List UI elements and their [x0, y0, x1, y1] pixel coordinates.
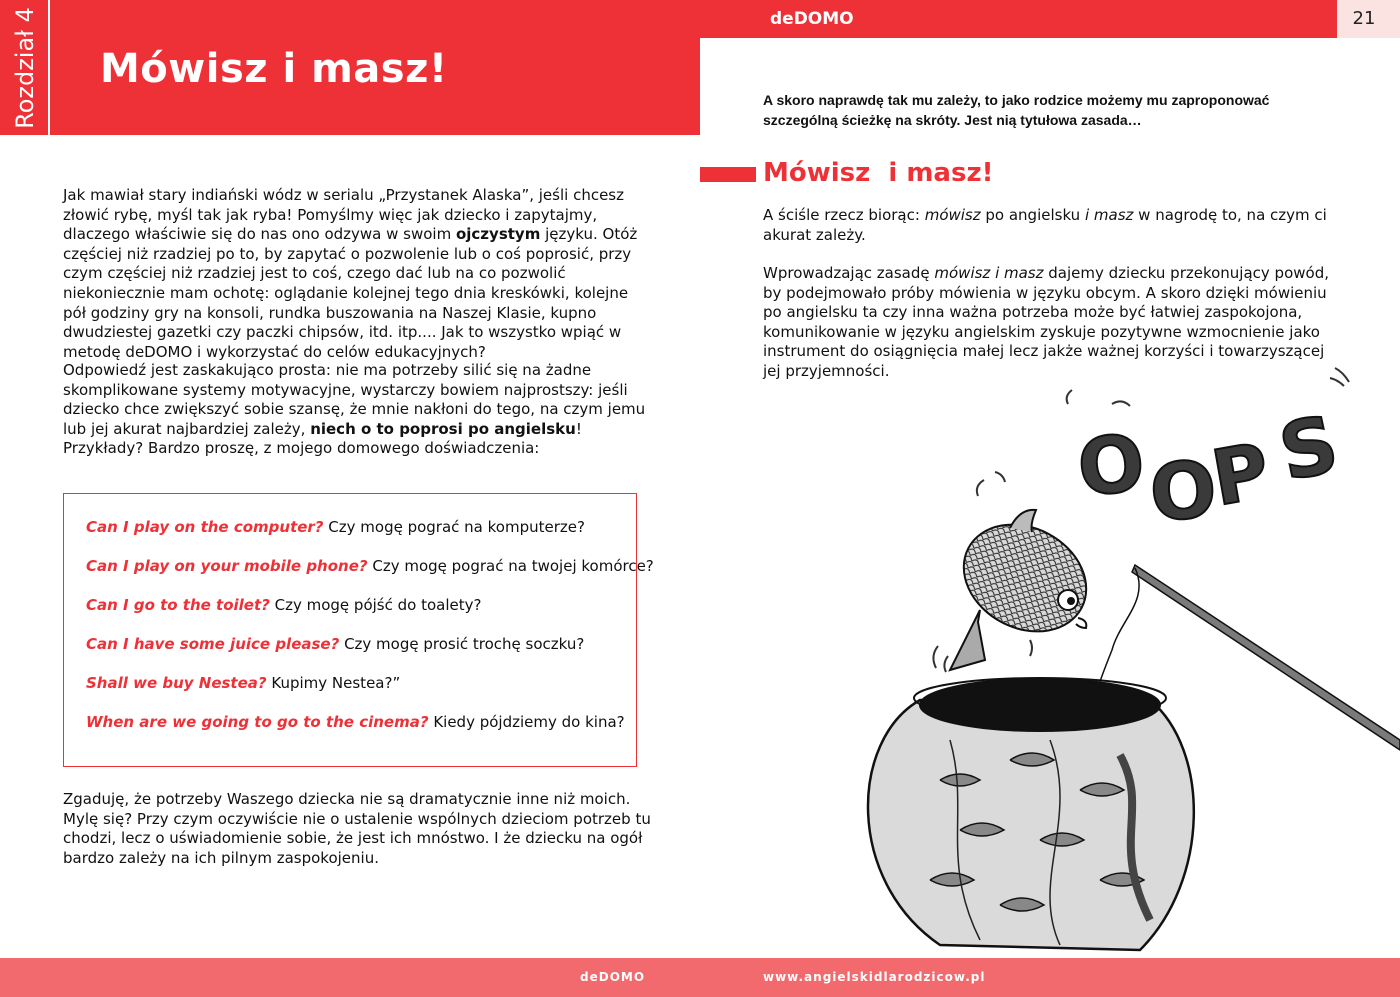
oops-lettering: [1074, 399, 1346, 539]
intro-line: A skoro naprawdę tak mu zależy, to jako rodzice możemy mu zaproponować: [763, 92, 1270, 108]
paragraph-text: Wprowadzając zasadę: [763, 264, 935, 282]
example-phrase: [86, 596, 481, 614]
paragraph: [63, 361, 653, 459]
page-title: Mówisz i masz!: [100, 46, 448, 92]
chapter-tab: [0, 0, 50, 135]
paragraph-text: po angielsku: [980, 206, 1085, 224]
page-number: 21: [1352, 8, 1376, 29]
phrase-polish: Czy mogę prosić trochę soczku?: [339, 635, 585, 653]
chapter-label: Rozdział 4: [11, 7, 39, 129]
phrase-english: Shall we buy Nestea?: [86, 674, 267, 692]
paragraph-text: Zgaduję, że potrzeby Waszego dziecka nie są dramatycznie inne niż moich.: [63, 790, 631, 808]
emphasis-text: ojczystym: [455, 225, 541, 244]
oops-letter: S: [1272, 399, 1346, 500]
section-title: Mówisz i masz!: [763, 158, 994, 188]
italic-text: mówisz i masz: [934, 264, 1044, 282]
phrase-english: Can I have some juice please?: [86, 635, 340, 653]
paragraph: [63, 790, 653, 868]
phrase-polish: Kupimy Nestea?”: [266, 674, 401, 692]
italic-text: i masz: [1084, 206, 1134, 224]
oops-letter: P: [1205, 425, 1276, 524]
oops-letter: O: [1073, 418, 1149, 515]
example-phrase: [86, 713, 625, 731]
paragraph-text: Odpowiedź jest zaskakująco prosta: nie ma potrzeby silić się na żadne skomplikowane systemy motywacyjne, wystarczy bowiem najprostszy: jeśli dziecko chce zwiększyć sobie szansę, że mnie nakłoni do tego, na czym jemu lub jej akurat najbardziej zależy,: [63, 361, 646, 438]
example-phrases-box: [63, 493, 654, 767]
phrase-polish: Czy mogę pójść do toalety?: [269, 596, 482, 614]
paragraph-text: ! Przykłady? Bardzo proszę, z mojego domowego doświadczenia:: [63, 419, 582, 458]
paragraph: [63, 186, 653, 362]
footer-brand: deDOMO: [580, 970, 646, 984]
paragraph: [763, 206, 1343, 245]
page-number-box: [1337, 0, 1400, 38]
example-phrase: [86, 518, 585, 536]
example-phrase: [86, 635, 584, 653]
section-marker-bar: [700, 167, 756, 182]
phrase-english: When are we going to go to the cinema?: [86, 713, 429, 731]
emphasis-text: niech o to poprosi po angielsku: [310, 419, 576, 438]
phrase-polish: Czy mogę pograć na twojej komórce?: [367, 557, 654, 575]
page-footer: [0, 958, 1400, 997]
intro-line: szczególną ścieżkę na skróty. Jest nią tytułowa zasada…: [763, 112, 1142, 128]
example-phrase: [86, 674, 400, 692]
oops-letter: O: [1147, 444, 1220, 540]
phrase-english: Can I go to the toilet?: [86, 596, 270, 614]
paragraph-text: A ściśle rzecz biorąc:: [763, 206, 925, 224]
phrase-polish: Kiedy pójdziemy do kina?: [428, 713, 625, 731]
phrase-polish: Czy mogę pograć na komputerze?: [323, 518, 585, 536]
paragraph-text: dajemy dziecku przekonujący powód, by podejmowało próby mówienia w języku obcym. A skoro dzięki mówieniu po angielsku ta czy inna ważna potrzeba może być łatwiej zaspokojona, komunikowanie w języku angielskim zyskuje pozytywne wzmocnienie jako instrument do osiągnięcia małej lecz jakże ważnej korzyści i towarzyszącej jej przyjemności.: [763, 264, 1329, 380]
example-phrase: [86, 557, 654, 575]
paragraph-text: w nagrodę to, na czym ci akurat zależy.: [763, 206, 1327, 244]
fishbowl-drawing: [868, 678, 1194, 950]
phrase-english: Can I play on your mobile phone?: [86, 557, 368, 575]
italic-text: mówisz: [924, 206, 981, 224]
paragraph-text: Jak mawiał stary indiański wódz w serialu „Przystanek Alaska”, jeśli chcesz złowić rybę, myśl tak jak ryba! Pomyślmy więc jak dziecko i zapytajmy, dlaczego właściwie się do nas ono odzywa w swoim: [63, 186, 624, 244]
fish-drawing: [945, 504, 1105, 670]
footer-url[interactable]: www.angielskidlarodzicow.pl: [763, 970, 986, 984]
paragraph-text: Mylę się? Przy czym oczywiście nie o ustalenie wspólnych dzieciom potrzeb tu chodzi, lecz o uświadomienie sobie, że jest ich mnóstwo. I że dziecku na ogół bardzo zależy na ich pilnym zaspokojeniu.: [63, 809, 651, 867]
fishbowl-illustration: [850, 360, 1400, 958]
intro-text: [763, 90, 1323, 130]
brand-name: deDOMO: [770, 9, 854, 29]
paragraph-text: języku. Otóż częściej niż rzadziej po to, by zapytać o pozwolenie lub o coś poprosić, przy czym częściej niż rzadziej jest to coś, czego dać lub na co pozwolić niekoniecznie mam ochotę: oglądanie kolejnej tego dnia kreskówki, kolejne pół godziny gry na konsoli, rundka buszowania na Naszej Klasie, kupno dwudziestej gazetki czy paczki chipsów, itd. itp.... Jak to wszystko wpiąć w metodę deDOMO i wykorzystać do celów edukacyjnych?: [63, 225, 638, 361]
phrase-english: Can I play on the computer?: [86, 518, 324, 536]
